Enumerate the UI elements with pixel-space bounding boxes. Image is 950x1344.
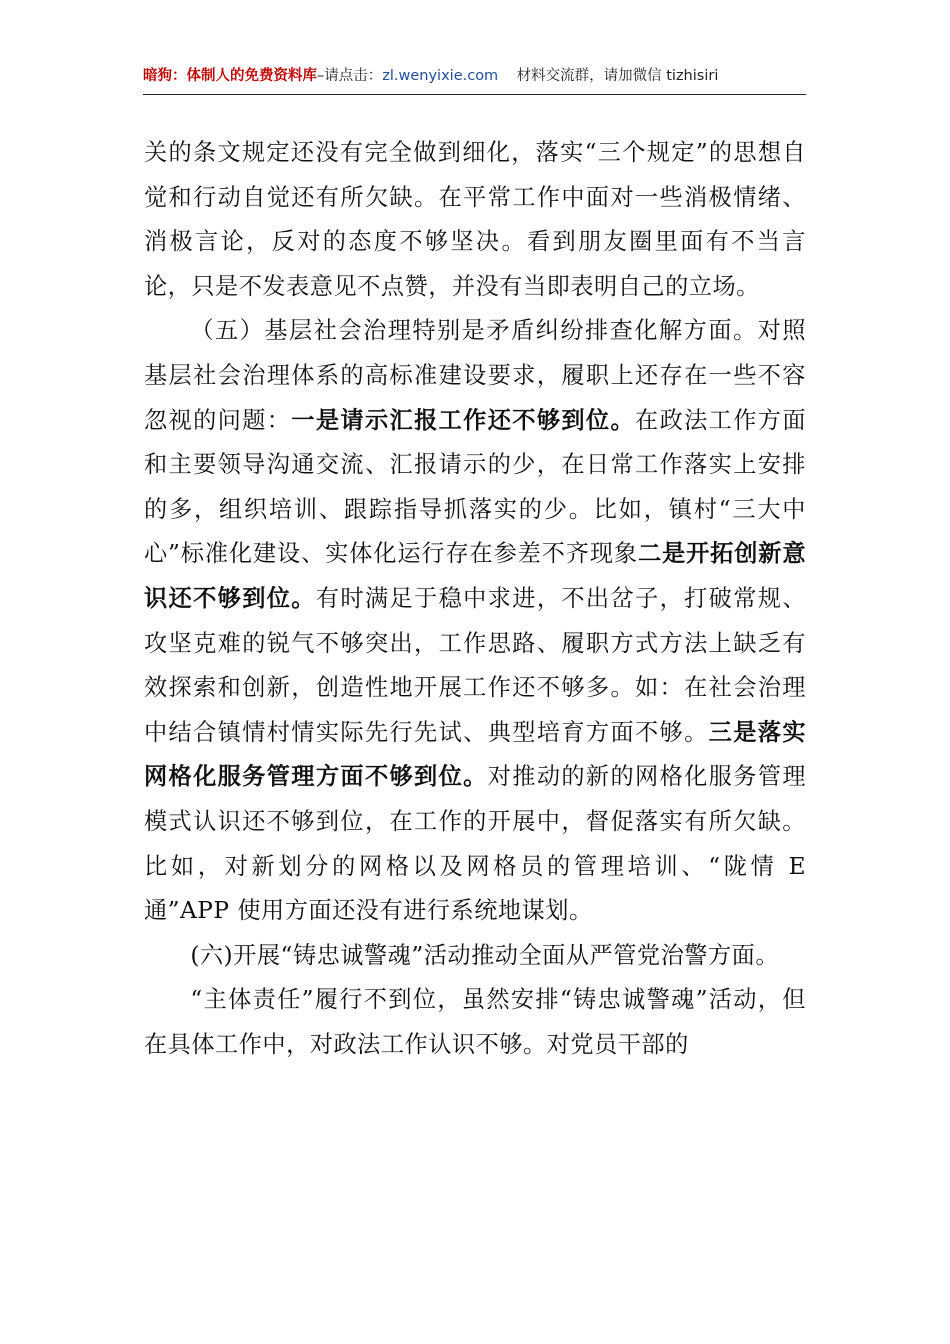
point-three-bold: 三是落实网格化服务管理方面不够到位。 xyxy=(144,718,807,791)
section-five-heading: （五）基层社会治理特别是矛盾纠纷排查化解方面。 xyxy=(190,317,758,345)
point-two-bold: 二是开拓创新意识还不够到位。 xyxy=(144,540,807,612)
paragraph-2-text-4: 对推动的新的网格化服务管理模式认识还不够到位，在工作的开展中，督促落实有所欠缺。比如，对新划分的网格以及网格员的管理培训、“陇情 E 通”APP 使用方面还没有进行系统地谋划。 xyxy=(144,763,807,925)
header-divider xyxy=(143,94,806,95)
paragraph-2-text-3: 有时满足于稳中求进，不出岔子，打破常规、攻坚克难的锐气不够突出，工作思路、履职方式方法上缺乏有效探索和创新，创造性地开展工作还不够多。如：在社会治理中结合镇情村情实际先行先试、典型培育方面不够。 xyxy=(144,584,807,746)
header-wechat: 材料交流群，请加微信 tizhisiri xyxy=(516,68,719,84)
header-click-label: –请点击： xyxy=(317,68,383,84)
paragraph-2 xyxy=(144,309,806,933)
page-header xyxy=(143,66,806,86)
section-six-heading: (六)开展“铸忠诚警魂”活动推动全面从严管党治警方面。 xyxy=(190,941,780,969)
paragraph-2-text-1: 对照基层社会治理体系的高标准建设要求，履职上还存在一些不容忽视的问题： xyxy=(144,317,807,434)
paragraph-2-text-2: 在政法工作方面和主要领导沟通交流、汇报请示的少，在日常工作落实上安排的多，组织培训、跟踪指导抓落实的少。比如，镇村“三大中心”标准化建设、实体化运行存在参差不齐现象 xyxy=(144,406,807,568)
paragraph-1: 关的条文规定还没有完全做到细化，落实“三个规定”的思想自觉和行动自觉还有所欠缺。在平常工作中面对一些消极情绪、消极言论，反对的态度不够坚决。看到朋友圈里面有不当言论，只是不发表意见不点赞，并没有当即表明自己的立场。 xyxy=(144,139,806,300)
header-brand: 暗狗：体制人的免费资料库 xyxy=(143,68,317,84)
point-one-bold: 一是请示汇报工作还不够到位。 xyxy=(291,406,636,434)
paragraph-4: “主体责任”履行不到位，虽然安排“铸忠诚警魂”活动，但在具体工作中，对政法工作认识不够。对党员干部的 xyxy=(144,986,806,1058)
header-link[interactable]: zl.wenyixie.com xyxy=(382,68,499,84)
document-body xyxy=(144,131,806,1067)
